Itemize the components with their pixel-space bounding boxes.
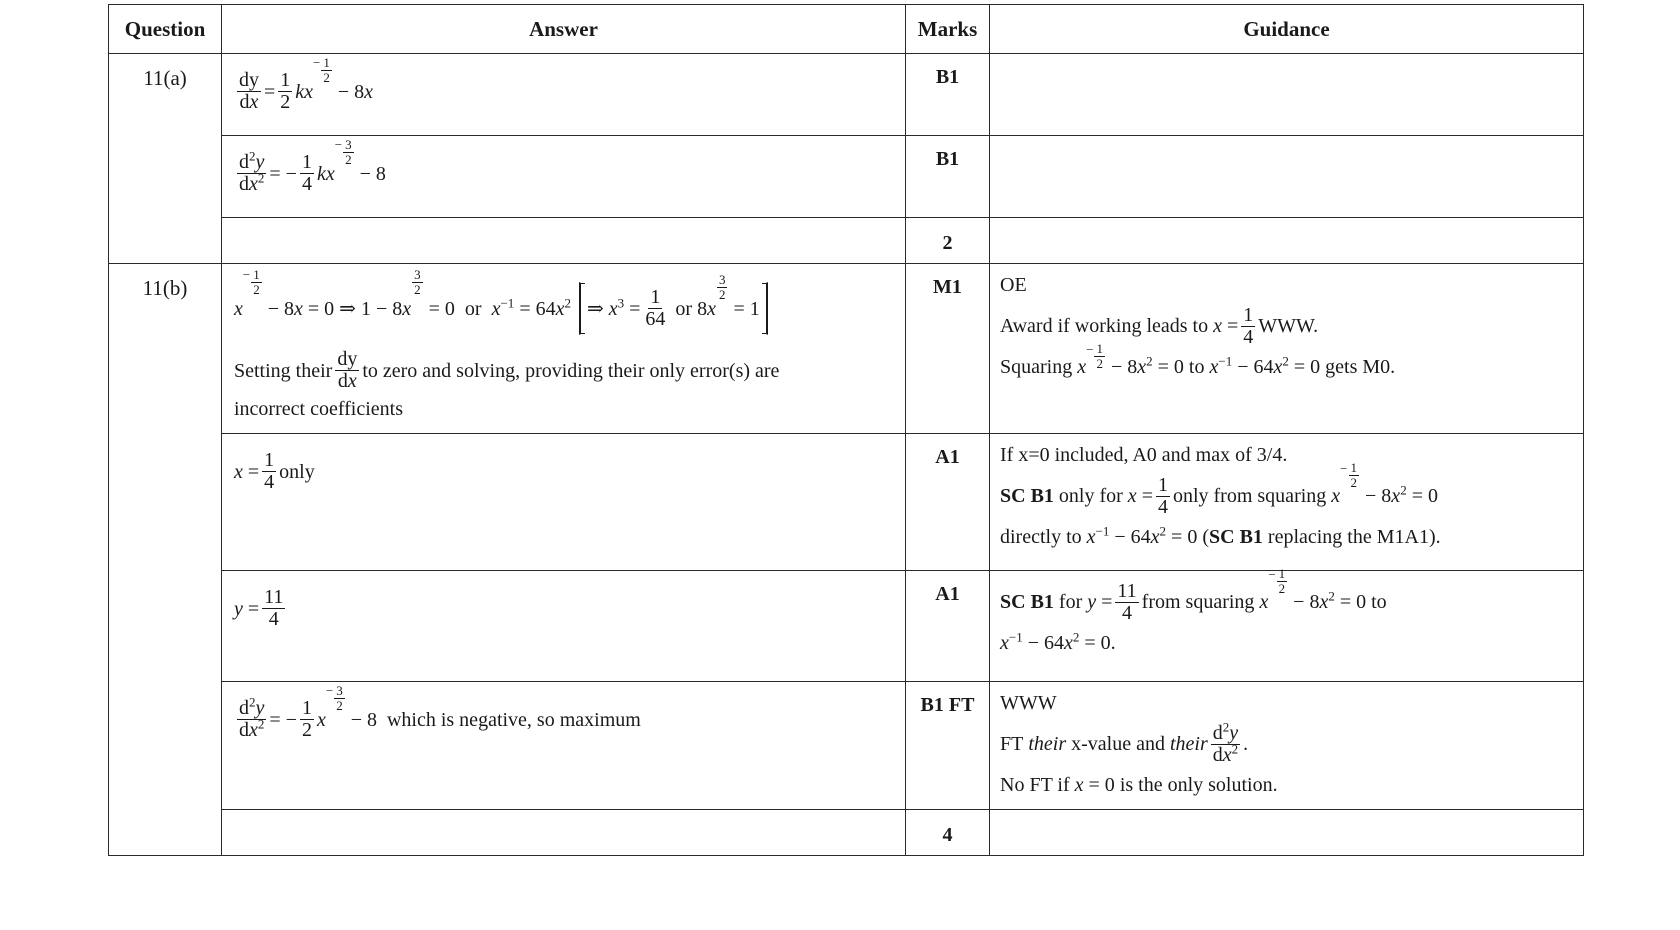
math-fraction: $\frac{d^2y}{dx^2}$ [1212,719,1239,766]
math-fraction: $\frac{1}{4}$ [1157,474,1168,518]
guidance-cell: WWW FT their x-value and their $\frac{d^2y}{dx^2}$ . No FT if x = 0 is the only solution. [990,682,1584,810]
question-label-b: 11(b) [109,264,222,856]
mark-cell: B1 [906,136,990,218]
answer-cell: $\frac{d^2y}{dx^2}$ = − $\frac{1}{2}$ x − $\frac{3}{2}$ − 8 which is negative, so maximum [222,682,906,810]
mark-scheme-table [108,4,1584,856]
math-fraction: $\frac{11}{4}$ [264,586,284,630]
guidance-cell [990,810,1584,856]
answer-cell: x − $\frac{1}{2}$ − 8x = 0 ⇒ 1 − 8x $\frac{3}{2}$ = 0 or $x^{-1} = 64x^2$ ⇒ $x^3$ = $\frac{1}{64}$ or 8x $\frac{3}{2}$ = 1 Setting their $\frac{dy}{dx}$ to zero and solving, providing their only error(s) are incorrect coefficients [222,264,906,434]
table-row [109,810,1584,856]
table-row [109,264,1584,434]
guidance-cell [990,54,1584,136]
header-guidance: Guidance [990,5,1584,54]
answer-cell: $\frac{d^2y}{dx^2}$ = − $\frac{1}{4}$ kx − $\frac{3}{2}$ − 8 [222,136,906,218]
answer-cell: y = $\frac{11}{4}$ [222,571,906,682]
math-bracket: ⇒ $x^3$ = $\frac{1}{64}$ or 8x $\frac{3}{2}$ = 1 [579,282,768,335]
mark-cell: A1 [906,571,990,682]
mark-cell: B1 [906,54,990,136]
answer-cell [222,810,906,856]
guidance-cell [990,218,1584,264]
answer-cell [222,218,906,264]
guidance-cell: OE Award if working leads to x = $\frac{1}{4}$ WWW. Squaring x − $\frac{1}{2}$ − $8x^2 = 0$ to $x^{-1} - 64x^2 = 0$ gets M0. [990,264,1584,434]
guidance-cell [990,136,1584,218]
math-fraction: $\frac{1}{4}$ [301,151,312,195]
question-label-a: 11(a) [109,54,222,264]
total-mark: 2 [906,218,990,264]
math-fraction: $\frac{1}{4}$ [264,449,275,493]
table-row [109,434,1584,571]
answer-cell: x = $\frac{1}{4}$ only [222,434,906,571]
table-row [109,218,1584,264]
header-marks: Marks [906,5,990,54]
table-row [109,54,1584,136]
answer-cell: $\frac{dy}{dx}$ = $\frac{1}{2}$ kx − $\frac{1}{2}$ − 8x [222,54,906,136]
total-mark: 4 [906,810,990,856]
math-fraction: $\frac{d^2y}{dx^2}$ [239,148,265,195]
math-fraction: $\frac{11}{4}$ [1117,580,1137,624]
table-row [109,136,1584,218]
math-fraction: $\frac{1}{64}$ [645,286,666,330]
math-fraction: $\frac{dy}{dx}$ [239,69,259,113]
header-question: Question [109,5,222,54]
header-row [109,5,1584,54]
math-fraction: $\frac{1}{2}$ [301,697,312,741]
mark-cell: M1 [906,264,990,434]
mark-cell: A1 [906,434,990,571]
math-fraction: $\frac{1}{2}$ [280,69,291,113]
table-row [109,571,1584,682]
math-fraction: $\frac{d^2y}{dx^2}$ [239,694,265,741]
math-fraction: $\frac{1}{4}$ [1243,304,1254,348]
table-row [109,682,1584,810]
math-fraction: $\frac{dy}{dx}$ [337,348,358,392]
guidance-cell: SC B1 for y = $\frac{11}{4}$ from squaring x − $\frac{1}{2}$ − $8x^2 = 0$ to $x^{-1} - 64x^2 = 0$. [990,571,1584,682]
mark-cell: B1 FT [906,682,990,810]
header-answer: Answer [222,5,906,54]
guidance-cell: If x=0 included, A0 and max of 3/4. SC B1 only for x = $\frac{1}{4}$ only from squaring x − $\frac{1}{2}$ − $8x^2 = 0$ directly to $x^{-1} - 64x^2 = 0$ ( SC B1 replacing the M1A1). [990,434,1584,571]
